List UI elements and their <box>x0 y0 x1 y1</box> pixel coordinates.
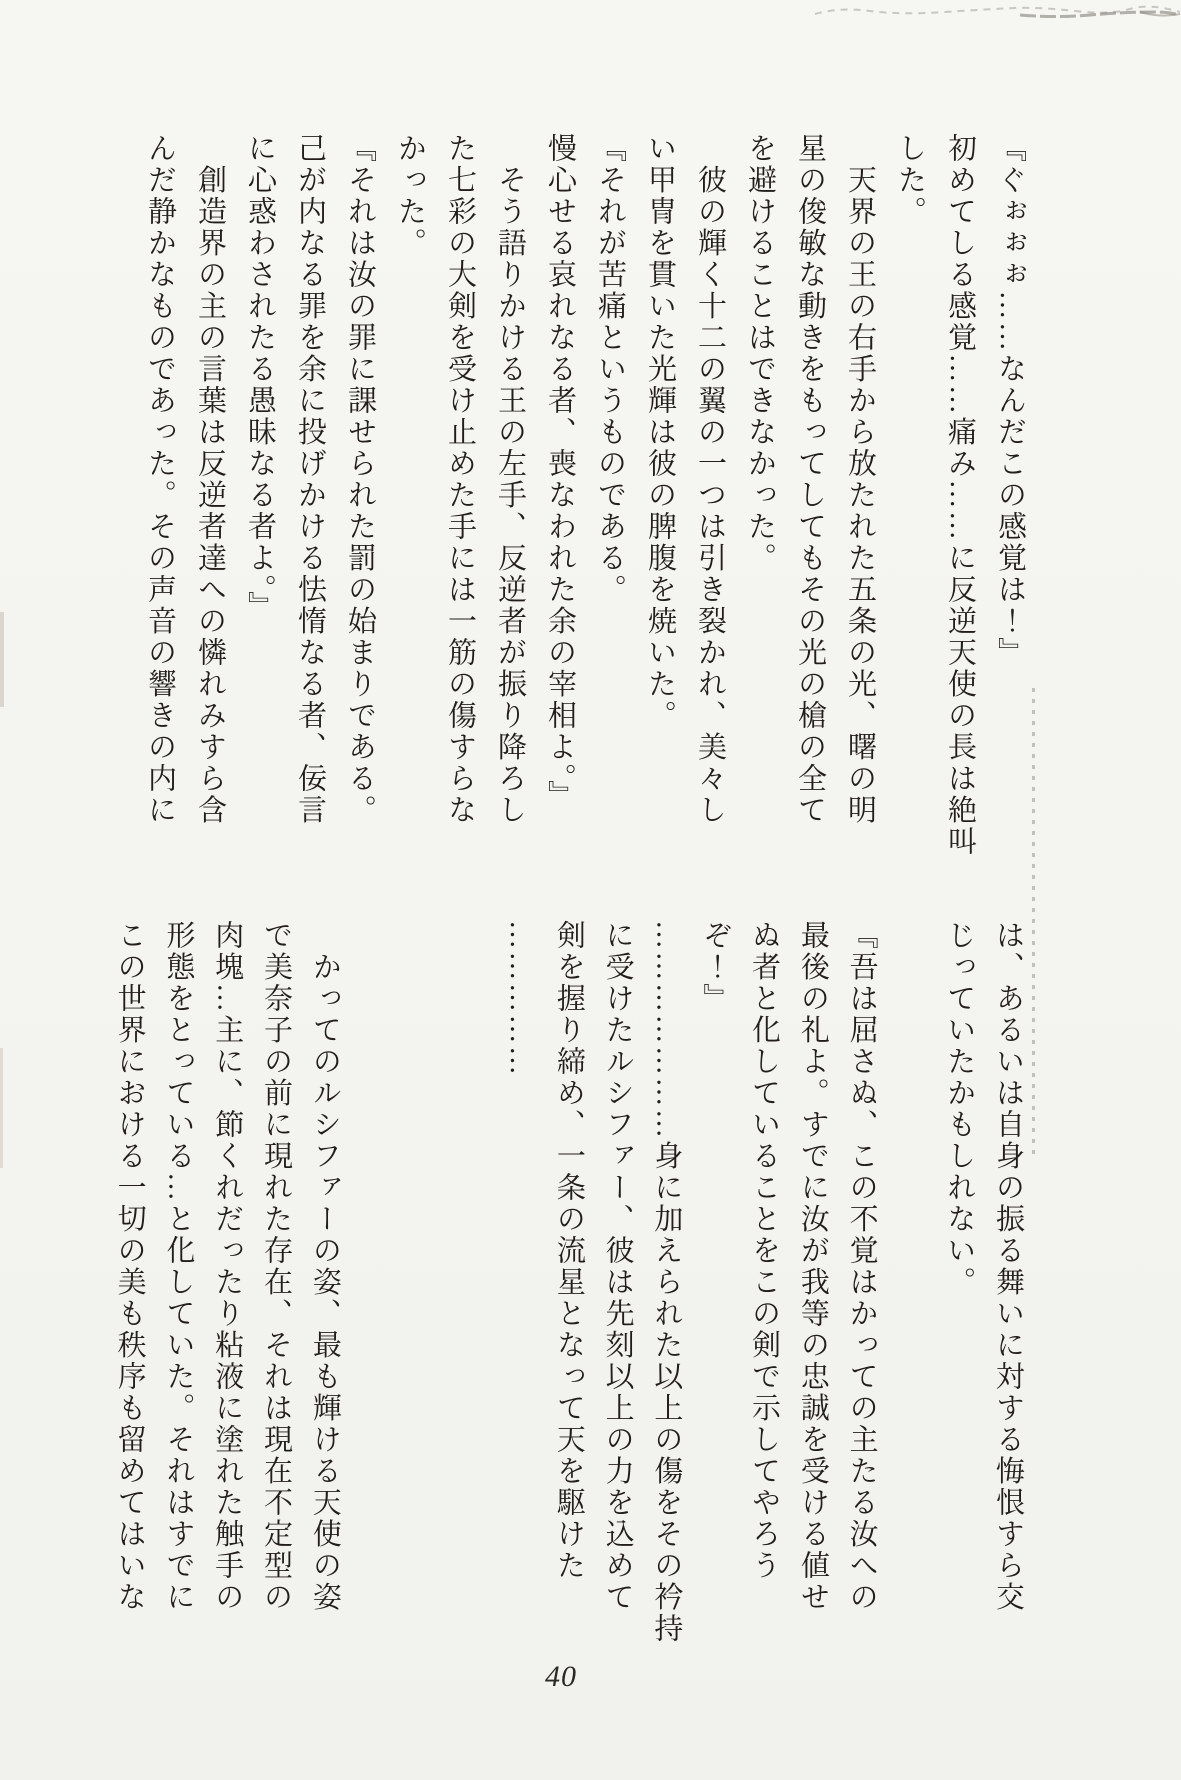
text-column: 己が内なる罪を余に投げかける怯惰なる者、佞言 <box>294 133 326 826</box>
text-column: で美奈子の前に現れた存在、それは現在不定型の <box>260 920 293 1613</box>
text-column: 初めてしる感覚……痛み……に反逆天使の長は絶叫 <box>944 133 976 858</box>
text-column: かってのルシファーの姿、最も輝ける天使の姿 <box>308 920 341 1613</box>
text-column: を避けることはできなかった。 <box>744 133 776 574</box>
text-column: ぞ！』 <box>699 920 732 1015</box>
text-column: に心惑わされたる愚昧なる者よ。』 <box>244 133 276 623</box>
scan-scratch-artifact <box>600 0 1181 30</box>
page-number: 40 <box>545 1660 577 1693</box>
text-column: 創造界の主の言葉は反逆者達への憐れみすら含 <box>194 133 226 826</box>
text-column: かった。 <box>394 133 426 259</box>
text-column: 形態をとっている…と化していた。それはすでに <box>162 920 195 1613</box>
text-column <box>446 920 495 1645</box>
text-column: 剣を握り締め、一条の流星となって天を駆けた <box>552 920 585 1582</box>
text-column <box>398 920 447 1645</box>
text-column: に受けたルシファー、彼は先刻以上の力を込めて <box>601 920 634 1613</box>
top-text-block <box>135 133 1035 858</box>
text-column: は、あるいは自身の振る舞いに対する悔恨すら交 <box>992 920 1024 1613</box>
text-column: た七彩の大剣を受け止めた手には一筋の傷すらな <box>444 133 476 826</box>
text-column: 彼の輝く十二の翼の一つは引き裂かれ、美々し <box>694 133 726 826</box>
text-column: そう語りかける王の左手、反逆者が振り降ろし <box>494 133 526 826</box>
text-column: …………………身に加えられた以上の傷をその衿持 <box>650 920 683 1645</box>
text-column: 星の俊敏な動きをもってしてもその光の槍の全て <box>794 133 826 826</box>
text-column: した。 <box>894 133 926 228</box>
bottom-text-block <box>105 920 1032 1645</box>
text-column <box>349 920 398 1645</box>
text-column: じっていたかもしれない。 <box>943 920 976 1298</box>
text-column: 天界の王の右手から放たれた五条の光、曙の明 <box>844 133 876 826</box>
text-column: 慢心せる哀れなる者、喪なわれた余の宰相よ。』 <box>544 133 576 812</box>
text-column: 肉塊…主に、節くれだったり粘液に塗れた触手の <box>211 920 244 1613</box>
text-column: 『吾は屈さぬ、この不覚はかっての主たる汝への <box>845 920 878 1613</box>
scan-edge-streak <box>0 1048 3 1168</box>
text-column <box>886 920 935 1645</box>
text-column: ぬ者と化していることをこの剣で示してやろう <box>748 920 781 1582</box>
text-column: 最後の礼よ。すでに汝が我等の忠誠を受ける値せ <box>796 920 829 1613</box>
text-column: い甲冑を貫いた光輝は彼の脾腹を焼いた。 <box>644 133 676 732</box>
text-column: 『それが苦痛というものである。 <box>594 133 626 606</box>
text-column: 『ぐぉぉぉ……なんだこの感覚は！』 <box>994 133 1026 669</box>
text-column: この世界における一切の美も秩序も留めてはいな <box>113 920 146 1613</box>
scan-edge-streak <box>0 612 4 707</box>
text-column: んだ静かなものであった。その声音の響きの内に <box>144 133 176 826</box>
text-column: 『それは汝の罪に課せられた罰の始まりである。 <box>344 133 376 826</box>
text-column: …………… <box>504 920 537 1078</box>
